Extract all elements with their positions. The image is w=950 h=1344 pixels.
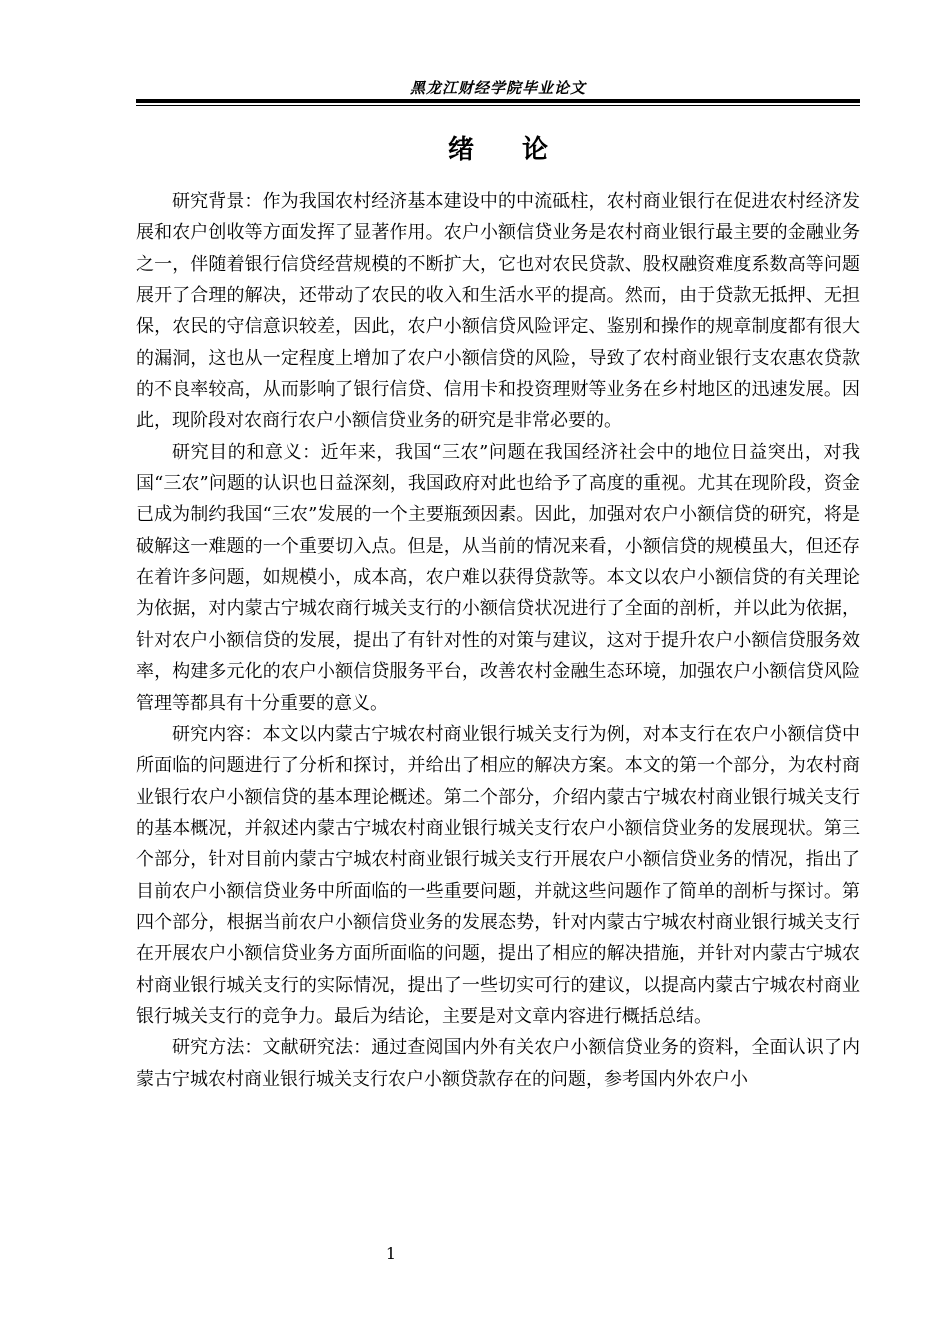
- header-rule-thin: [136, 105, 860, 106]
- header-rule-thick: [136, 99, 860, 103]
- body-text: [136, 186, 860, 1095]
- paragraph-research-content: 研究内容：本文以内蒙古宁城农村商业银行城关支行为例，对本支行在农户小额信贷中所面临的问题进行了分析和探讨，并给出了相应的解决方案。本文的第一个部分，为农村商业银行农户小额信贷的基本理论概述。第二个部分，介绍内蒙古宁城农村商业银行城关支行的基本概况，并叙述内蒙古宁城农村商业银行城关支行农户小额信贷业务的发展现状。第三个部分，针对目前内蒙古宁城农村商业银行城关支行开展农户小额信贷业务的情况，指出了目前农户小额信贷业务中所面临的一些重要问题，并就这些问题作了简单的剖析与探讨。第四个部分，根据当前农户小额信贷业务的发展态势，针对内蒙古宁城农村商业银行城关支行在开展农户小额信贷业务方面所面临的问题，提出了相应的解决措施，并针对内蒙古宁城农村商业银行城关支行的实际情况，提出了一些切实可行的建议，以提高内蒙古宁城农村商业银行城关支行的竞争力。最后为结论，主要是对文章内容进行概括总结。: [136, 723, 860, 1027]
- paragraph-research-purpose: 研究目的和意义：近年来，我国“三农”问题在我国经济社会中的地位日益突出，对我国“三农”问题的认识也日益深刻，我国政府对此也给予了高度的重视。尤其在现阶段，资金已成为制约我国“三农”发展的一个主要瓶颈因素。因此，加强对农户小额信贷的研究，将是破解这一难题的一个重要切入点。但是，从当前的情况来看，小额信贷的规模虽大，但还存在着许多问题，如规模小，成本高，农户难以获得贷款等。本文以农户小额信贷的有关理论为依据，对内蒙古宁城农商行城关支行的小额信贷状况进行了全面的剖析，并以此为依据，针对农户小额信贷的发展，提出了有针对性的对策与建议，这对于提升农户小额信贷服务效率，构建多元化的农户小额信贷服务平台，改善农村金融生态环境，加强农户小额信贷风险管理等都具有十分重要的意义。: [136, 441, 860, 714]
- running-header: 黑龙江财经学院毕业论文: [409, 79, 586, 97]
- paragraph-research-method: 研究方法：文献研究法：通过查阅国内外有关农户小额信贷业务的资料，全面认识了内蒙古宁城农村商业银行城关支行农户小额贷款存在的问题，参考国内外农户小: [136, 1037, 860, 1090]
- page-title: 绪论: [447, 135, 596, 165]
- paragraph-research-background: 研究背景：作为我国农村经济基本建设中的中流砥柱，农村商业银行在促进农村经济发展和农户创收等方面发挥了显著作用。农户小额信贷业务是农村商业银行最主要的金融业务之一，伴随着银行信贷经营规模的不断扩大，它也对农民贷款、股权融资难度系数高等问题展开了合理的解决，还带动了农民的收入和生活水平的提高。然而，由于贷款无抵押、无担保，农民的守信意识较差，因此，农户小额信贷风险评定、鉴别和操作的规章制度都有很大的漏洞，这也从一定程度上增加了农户小额信贷的风险，导致了农村商业银行支农惠农贷款的不良率较高，从而影响了银行信贷、信用卡和投资理财等业务在乡村地区的迅速发展。因此，现阶段对农商行农户小额信贷业务的研究是非常必要的。: [136, 191, 860, 432]
- page-number: 1: [385, 1244, 397, 1263]
